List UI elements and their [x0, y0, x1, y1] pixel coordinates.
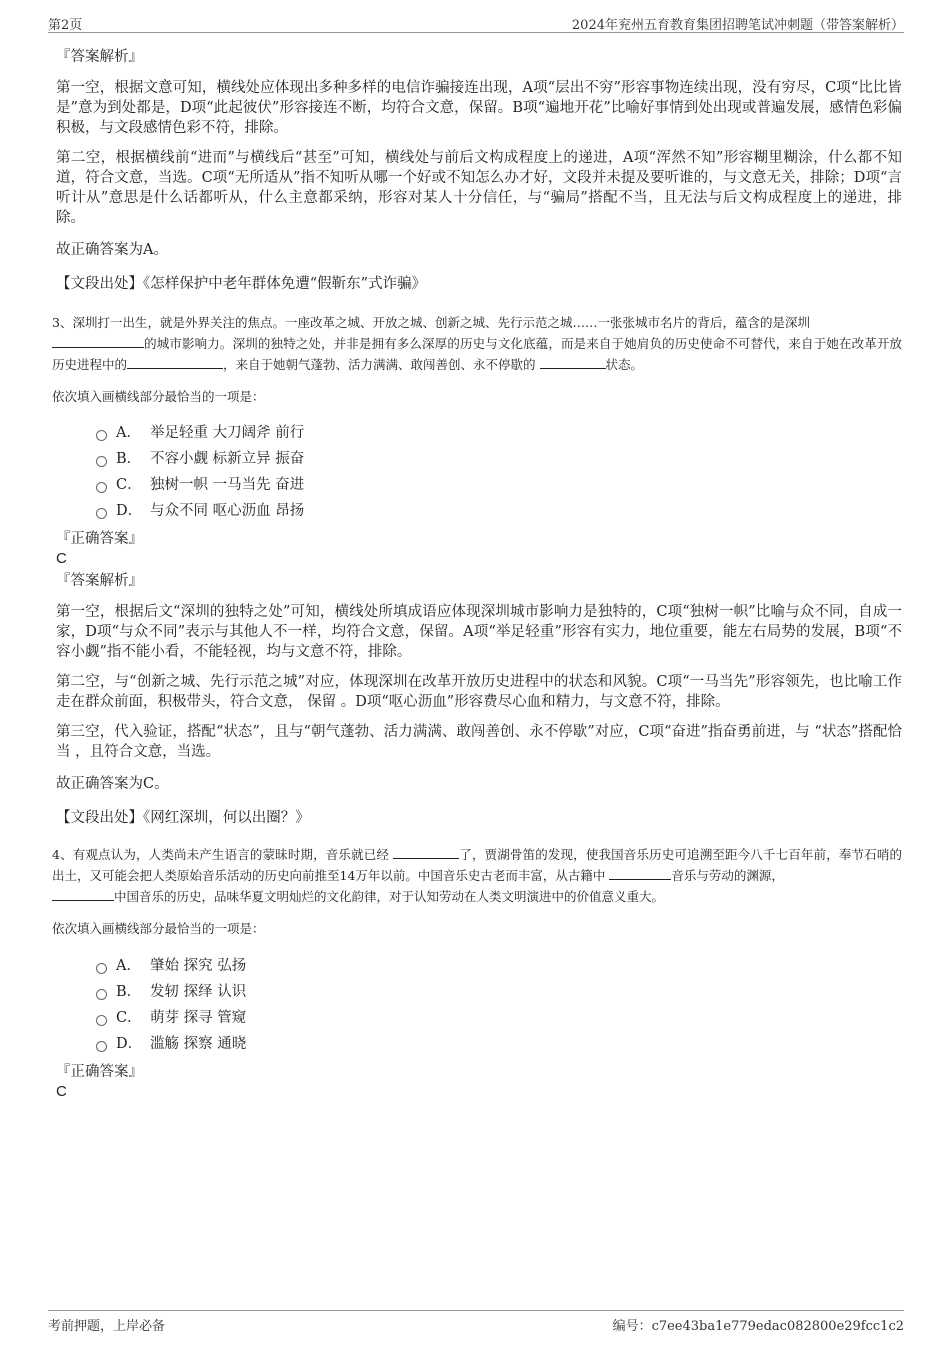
radio-icon[interactable]	[96, 508, 107, 519]
question-text-segment: 的城市影响力。深圳的独特之处，并非是拥有多么深厚的历史与文化底蕴，而是来自于她肩负的历史使命不可替代，来自于她在改革开放历史进程中的	[52, 336, 902, 372]
question-prompt: 依次填入画横线部分最恰当的一项是：	[52, 389, 265, 404]
analysis-label: 『答案解析』	[56, 573, 143, 589]
option-b[interactable]: B． 不容小觑 标新立异 振奋	[96, 446, 902, 472]
fill-blank	[127, 354, 223, 369]
question-text-segment: 音乐与劳动的渊源，	[671, 868, 784, 883]
radio-icon[interactable]	[96, 989, 107, 1000]
option-d[interactable]: D． 滥觞 探察 通晓	[96, 1031, 902, 1057]
analysis-paragraph: 第三空，代入验证，搭配“状态”，且与“朝气蓬勃、活力满满、敢闯善创、永不停歇”对应，C项“奋进”指奋勇前进，与 “状态”搭配恰当 ，且符合文意，当选。	[56, 724, 902, 760]
conclusion-text: 故正确答案为A。	[56, 242, 168, 258]
page-footer	[48, 1310, 904, 1333]
radio-icon[interactable]	[96, 963, 107, 974]
question-text-segment: 4、有观点认为，人类尚未产生语言的蒙昧时期，音乐就已经	[52, 847, 390, 862]
fill-blank	[52, 333, 144, 348]
question-text-segment: ，来自于她朝气蓬勃、活力满满、敢闯善创、永不停歇的	[223, 357, 536, 372]
fill-blank	[609, 865, 671, 880]
page-header	[48, 12, 904, 33]
analysis-paragraph: 第二空，根据横线前“进而”与横线后“甚至”可知，横线处与前后文构成程度上的递进，A项“浑然不知”形容糊里糊涂，什么都不知道，符合文意，当选。C项“无所适从”指不知听从哪一个好或不知怎么办才好，文段并未提及要听谁的，与文意无关，排除；D项“言听计从”意思是什么话都听从，什么主意都采纳，形容对某人十分信任，与“骗局”搭配不当，且无法与后文构成程度上的递进，排除。	[56, 150, 902, 226]
document-code: 编号：c7ee43ba1e779edac082800e29fcc1c2	[612, 1319, 904, 1334]
analysis-paragraph: 第一空，根据文意可知，横线处应体现出多种多样的电信诈骗接连出现，A项“层出不穷”形容事物连续出现，没有穷尽，C项“比比皆是”意为到处都是，D项“此起彼伏”形容接连不断，均符合文意，保留。B项“遍地开花”比喻好事情到处出现或普遍发展，感情色彩偏积极，与文段感情色彩不符，排除。	[56, 80, 902, 136]
question-text-segment: 了，贾湖骨笛的发现，使我国音乐历史可追溯至距今八千七百年前，奉节石哨的出土，又可能会把人类原始音乐活动的历史向前推至14万年以前。中国音乐史古老而丰富，从古籍中	[52, 847, 902, 883]
option-d[interactable]: D． 与众不同 呕心沥血 昂扬	[96, 498, 902, 524]
source-citation: 【文段出处】《网红深圳，何以出圈？》	[56, 810, 310, 826]
question-prompt: 依次填入画横线部分最恰当的一项是：	[52, 921, 265, 936]
radio-icon[interactable]	[96, 1015, 107, 1026]
fill-blank	[52, 886, 114, 901]
analysis-label: 『答案解析』	[56, 49, 143, 65]
correct-answer: C	[56, 550, 67, 567]
fill-blank	[393, 844, 459, 859]
correct-answer-label: 『正确答案』	[56, 1064, 143, 1080]
correct-answer: C	[56, 1083, 67, 1100]
document-title: 2024年兖州五育教育集团招聘笔试冲刺题（带答案解析）	[571, 18, 904, 33]
radio-icon[interactable]	[96, 456, 107, 467]
option-list	[56, 420, 902, 524]
question-text-segment: 中国音乐的历史，品味华夏文明灿烂的文化韵律，对于认知劳动在人类文明演进中的价值意义重大。	[114, 889, 665, 904]
question-4-text	[52, 844, 902, 907]
conclusion-text: 故正确答案为C。	[56, 776, 169, 792]
analysis-paragraph: 第一空，根据后文“深圳的独特之处”可知，横线处所填成语应体现深圳城市影响力是独特的，C项“独树一帜”比喻与众不同，自成一家，D项“与众不同”表示与其他人不一样，均符合文意，保留。A项“举足轻重”形容有实力，地位重要，能左右局势的发展，B项“不容小觑”指不能小看，不能轻视，均与文意不符，排除。	[56, 604, 902, 660]
page-content	[52, 46, 902, 1101]
question-text-segment: 状态。	[605, 357, 644, 372]
footer-slogan: 考前押题，上岸必备	[48, 1319, 166, 1334]
radio-icon[interactable]	[96, 482, 107, 493]
page-number: 第2页	[48, 18, 83, 33]
radio-icon[interactable]	[96, 430, 107, 441]
question-3-text	[52, 312, 902, 375]
option-c[interactable]: C． 萌芽 探寻 管窥	[96, 1005, 902, 1031]
fill-blank	[540, 354, 606, 369]
option-a[interactable]: A． 肇始 探究 弘扬	[96, 953, 902, 979]
option-list	[56, 953, 902, 1057]
question-text-segment: 3、深圳打一出生，就是外界关注的焦点。一座改革之城、开放之城、创新之城、先行示范之城……一张张城市名片的背后，蕴含的是深圳	[52, 315, 810, 330]
option-b[interactable]: B． 发轫 探绎 认识	[96, 979, 902, 1005]
analysis-paragraph: 第二空，与“创新之城、先行示范之城”对应，体现深圳在改革开放历史进程中的状态和风貌。C项“一马当先”形容领先，也比喻工作走在群众前面，积极带头，符合文意， 保留 。D项“呕心沥血”形容费尽心血和精力，与文意不符，排除。	[56, 674, 902, 710]
option-c[interactable]: C． 独树一帜 一马当先 奋进	[96, 472, 902, 498]
option-a[interactable]: A． 举足轻重 大刀阔斧 前行	[96, 420, 902, 446]
source-citation: 【文段出处】《怎样保护中老年群体免遭“假靳东”式诈骗》	[56, 276, 427, 292]
radio-icon[interactable]	[96, 1041, 107, 1052]
correct-answer-label: 『正确答案』	[56, 531, 143, 547]
